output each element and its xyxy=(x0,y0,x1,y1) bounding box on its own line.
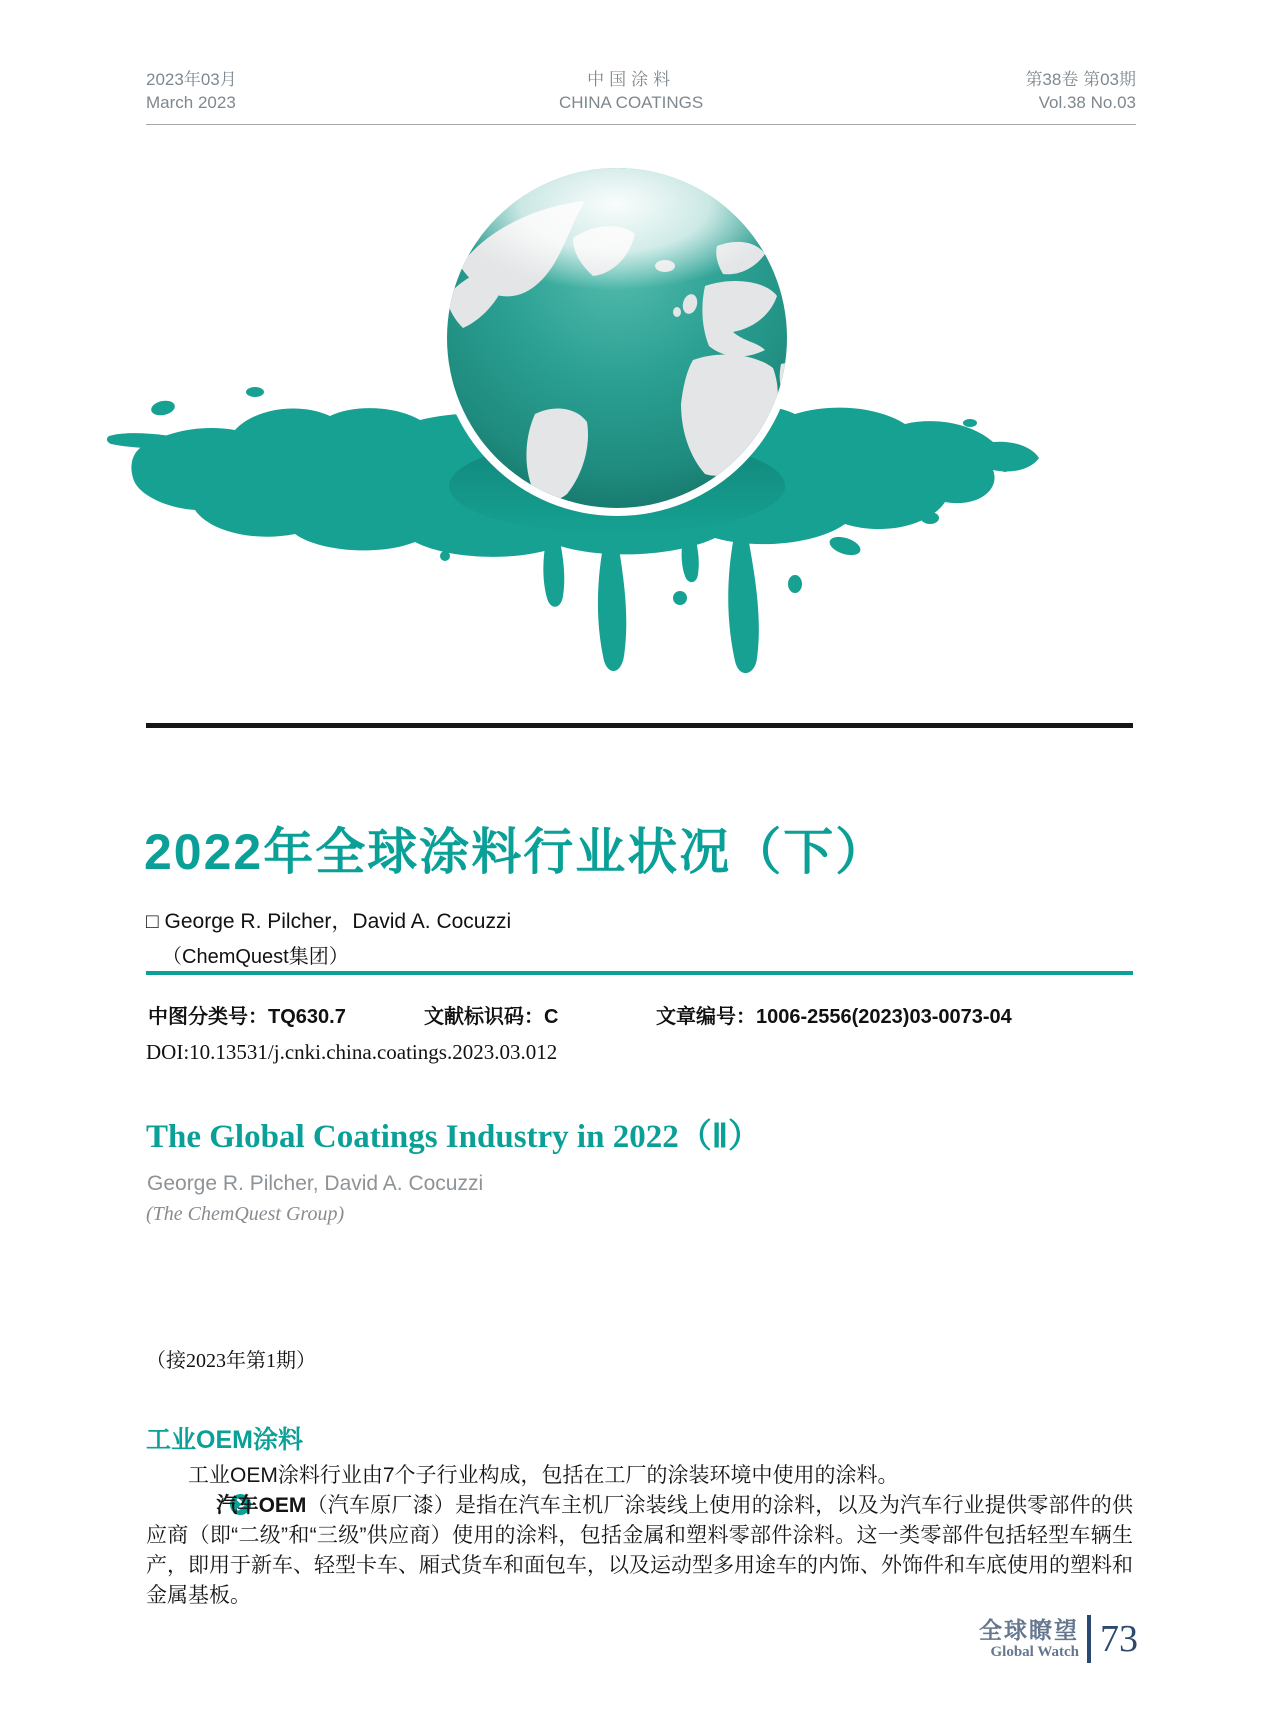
footer-section-cn: 全球瞭望 xyxy=(979,1617,1079,1643)
journal-header xyxy=(146,68,1136,125)
journal-name-cn: 中国涂料 xyxy=(587,70,676,89)
affiliation-en: (The ChemQuest Group) xyxy=(146,1203,345,1225)
paragraph-1-text: 工业OEM涂料行业由7个子行业构成，包括在工厂的涂装环境中使用的涂料。 xyxy=(188,1464,899,1487)
header-date-en: March 2023 xyxy=(146,93,236,112)
volume-cn: 第38卷 第03期 xyxy=(1025,70,1136,89)
teal-divider-rule xyxy=(146,971,1133,975)
section-heading: 工业OEM涂料 xyxy=(146,1426,303,1454)
article-body xyxy=(146,1461,1133,1611)
globe-splash-svg xyxy=(105,146,1045,718)
meta-article-id: 文章编号：1006-2556(2023)03-0073-04 xyxy=(656,1006,1012,1028)
header-date xyxy=(146,68,237,114)
journal-name-en: CHINA COATINGS xyxy=(558,93,704,112)
divider-rule xyxy=(146,723,1133,728)
paragraph-2-lead: 汽车OEM xyxy=(216,1494,307,1517)
article-title-cn: 2022年全球涂料行业状况（下） xyxy=(144,824,888,880)
paragraph-2-text: （汽车原厂漆）是指在汽车主机厂涂装线上使用的涂料，以及为汽车行业提供零部件的供应商（即“二级”和“三级”供应商）使用的涂料，包括金属和塑料零部件涂料。这一类零部件包括轻型车辆生产，即用于新车、轻型卡车、厢式货车和面包车，以及运动型多用途车的内饰、外饰件和车底使用的塑料和金属基板。 xyxy=(146,1494,1133,1607)
header-volume xyxy=(1025,68,1136,114)
header-journal-name xyxy=(559,68,703,114)
page-number: 73 xyxy=(1100,1618,1138,1660)
article-title-en: The Global Coatings Industry in 2022（Ⅱ） xyxy=(146,1119,761,1155)
continued-note: （接2023年第1期） xyxy=(146,1350,316,1372)
affiliation-cn: （ChemQuest集团） xyxy=(162,946,349,968)
meta-doc-code: 文献标识码：C xyxy=(424,1006,559,1028)
chevron-circle-icon xyxy=(188,1494,209,1515)
meta-clc: 中图分类号：TQ630.7 xyxy=(148,1006,346,1028)
article-meta xyxy=(146,1000,1133,1026)
page-footer xyxy=(979,1615,1138,1663)
footer-divider-bar xyxy=(1087,1615,1091,1663)
footer-section-name xyxy=(979,1617,1079,1661)
authors-en: George R. Pilcher, David A. Cocuzzi xyxy=(147,1172,484,1195)
header-date-cn: 2023年03月 xyxy=(146,70,237,89)
paragraph-2 xyxy=(146,1491,1133,1611)
meta-doi: DOI:10.13531/j.cnki.china.coatings.2023.03.012 xyxy=(146,1040,558,1064)
authors-cn: □ George R. Pilcher，David A. Cocuzzi xyxy=(146,910,512,933)
footer-section-en: Global Watch xyxy=(990,1644,1079,1660)
volume-en: Vol.38 No.03 xyxy=(1038,93,1136,112)
globe-splash-illustration xyxy=(105,146,1045,718)
paragraph-1 xyxy=(146,1461,1133,1491)
